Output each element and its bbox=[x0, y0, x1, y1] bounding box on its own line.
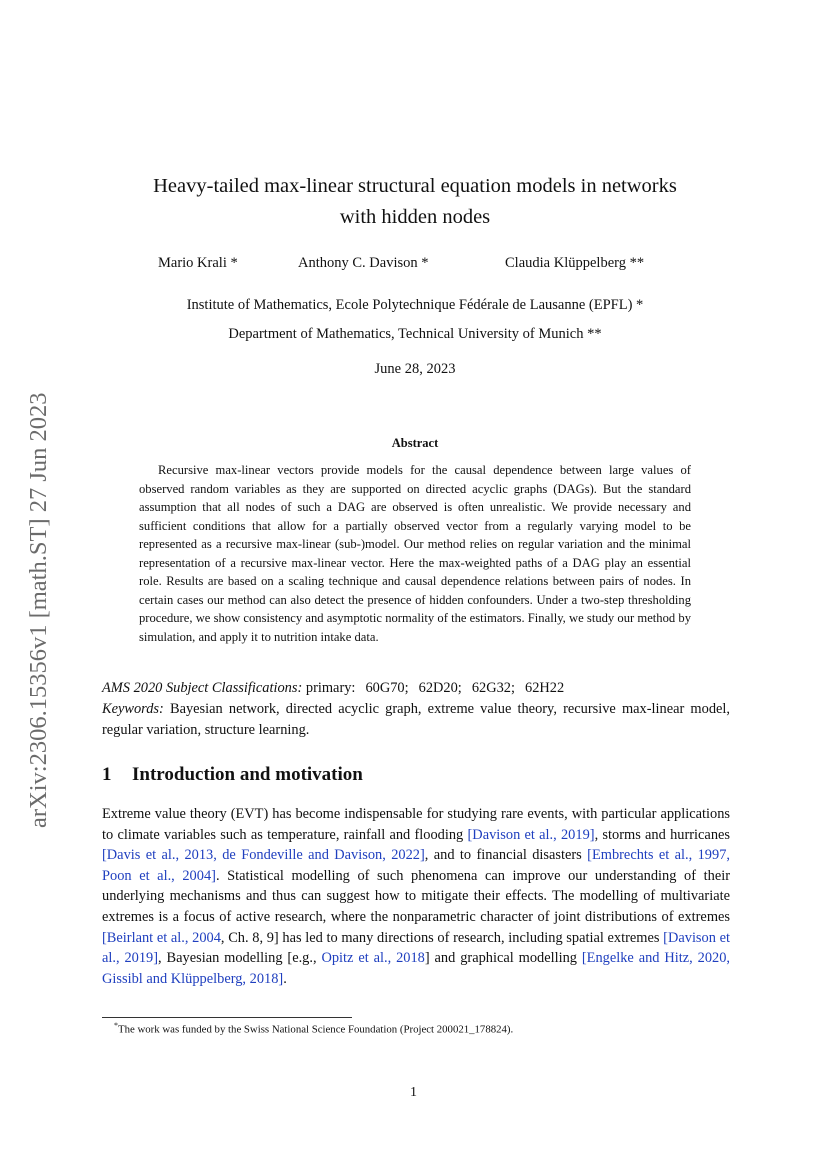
affiliation-mark: * bbox=[421, 255, 429, 271]
paper-title bbox=[100, 171, 730, 233]
ams-code: 62G32; bbox=[471, 680, 515, 696]
author-kluppelberg: Claudia Klüppelberg ** bbox=[505, 255, 645, 271]
affiliation-tum: Department of Mathematics, Technical University of Munich ** bbox=[228, 326, 602, 342]
footnote-mark: * bbox=[114, 1021, 118, 1030]
section-heading bbox=[102, 764, 363, 786]
footnote-divider bbox=[102, 1017, 352, 1018]
page-number: 1 bbox=[410, 1085, 417, 1100]
author-krali: Mario Krali * bbox=[158, 255, 238, 271]
citation-link[interactable]: [Engelke and Hitz, 2020, Gissibl and Klüppelberg, 2018] bbox=[102, 950, 731, 987]
citation-link[interactable]: [Embrechts et al., 1997, Poon et al., 2004] bbox=[102, 847, 730, 884]
citation-link[interactable]: Opitz et al., 2018 bbox=[321, 950, 425, 967]
ams-code: 60G70; bbox=[365, 680, 409, 696]
affiliation-mark: ** bbox=[629, 255, 645, 271]
ams-classification bbox=[102, 678, 730, 699]
ams-label: AMS 2020 Subject Classifications: bbox=[102, 680, 303, 696]
section-title: Introduction and motivation bbox=[132, 764, 363, 785]
keywords-text: Bayesian network, directed acyclic graph, extreme value theory, recursive max-linear model, regular variation, structure learning. bbox=[102, 701, 730, 738]
section-number: 1 bbox=[102, 764, 112, 785]
citation-link[interactable]: [Davison et al., 2019] bbox=[467, 826, 595, 843]
ams-code: 62H22 bbox=[525, 680, 565, 696]
paper-date: June 28, 2023 bbox=[374, 361, 456, 377]
author-davison: Anthony C. Davison * bbox=[298, 255, 429, 271]
footnote bbox=[114, 1021, 513, 1036]
affiliation-mark: * bbox=[230, 255, 238, 271]
citation-link[interactable]: [Davis et al., 2013, de Fondeville and Davison, 2022] bbox=[102, 847, 425, 864]
citation-link[interactable]: [Beirlant et al., 2004 bbox=[102, 929, 221, 946]
abstract-text: Recursive max-linear vectors provide models for the causal dependence between large values of observed random variables as they are supported on directed acyclic graphs (DAGs). But the standard assumption that all nodes of such a DAG are observed is often unrealistic. We provide necessary and sufficient conditions that allow for a partially observed vector from a regularly varying model to be represented as a recursive max-linear (sub-)model. Our method relies on regular variation and the minimal representation of a recursive max-linear vector. Here the max-weighted paths of a DAG play an essential role. Results are based on a scaling technique and causal dependence relations between pairs of nodes. In certain cases our method can also detect the presence of hidden confounders. Under a two-step thresholding procedure, we show consistency and asymptotic normality of the estimators. Finally, we study our method by simulation, and apply it to nutrition intake data. bbox=[139, 463, 691, 644]
title-line: with hidden nodes bbox=[339, 206, 491, 228]
arxiv-identifier-stamp: arXiv:2306.15356v1 [math.ST] 27 Jun 2023 bbox=[25, 392, 52, 828]
citation-link[interactable]: [Davison et al., 2019] bbox=[102, 929, 730, 967]
affiliation-epfl: Institute of Mathematics, Ecole Polytechnique Fédérale de Lausanne (EPFL) * bbox=[186, 297, 644, 313]
ams-primary: primary: bbox=[305, 680, 356, 696]
abstract-heading: Abstract bbox=[391, 436, 439, 450]
ams-code: 62D20; bbox=[418, 680, 462, 696]
title-line: Heavy-tailed max-linear structural equation models in networks bbox=[153, 175, 677, 197]
footnote-text: The work was funded by the Swiss National Science Foundation (Project 200021_178824). bbox=[118, 1023, 514, 1036]
intro-paragraph: Extreme value theory (EVT) has become indispensable for studying rare events, with particular applications to climate variables such as temperature, rainfall and flooding [Davison et al., 2019], storms and hurricanes [Davis et al., 2013, de Fondeville and Davison, 2022], and to financial disasters [Embrechts et al., 1997, Poon et al., 2004]. Statistical modelling of such phenomena can improve our understanding of their underlying mechanisms and thus can suggest how to mitigate their effects. The modelling of multivariate extremes is a focus of active research, where the nonparametric character of joint distributions of extremes [Beirlant et al., 2004, Ch. 8, 9] has led to many directions of research, including spatial extremes [Davison et al., 2019], Bayesian modelling [e.g., Opitz et al., 2018] and graphical modelling [Engelke and Hitz, 2020, Gissibl and Klüppelberg, 2018]. bbox=[102, 806, 731, 987]
keywords bbox=[102, 699, 730, 740]
keywords-label: Keywords: bbox=[102, 701, 164, 717]
